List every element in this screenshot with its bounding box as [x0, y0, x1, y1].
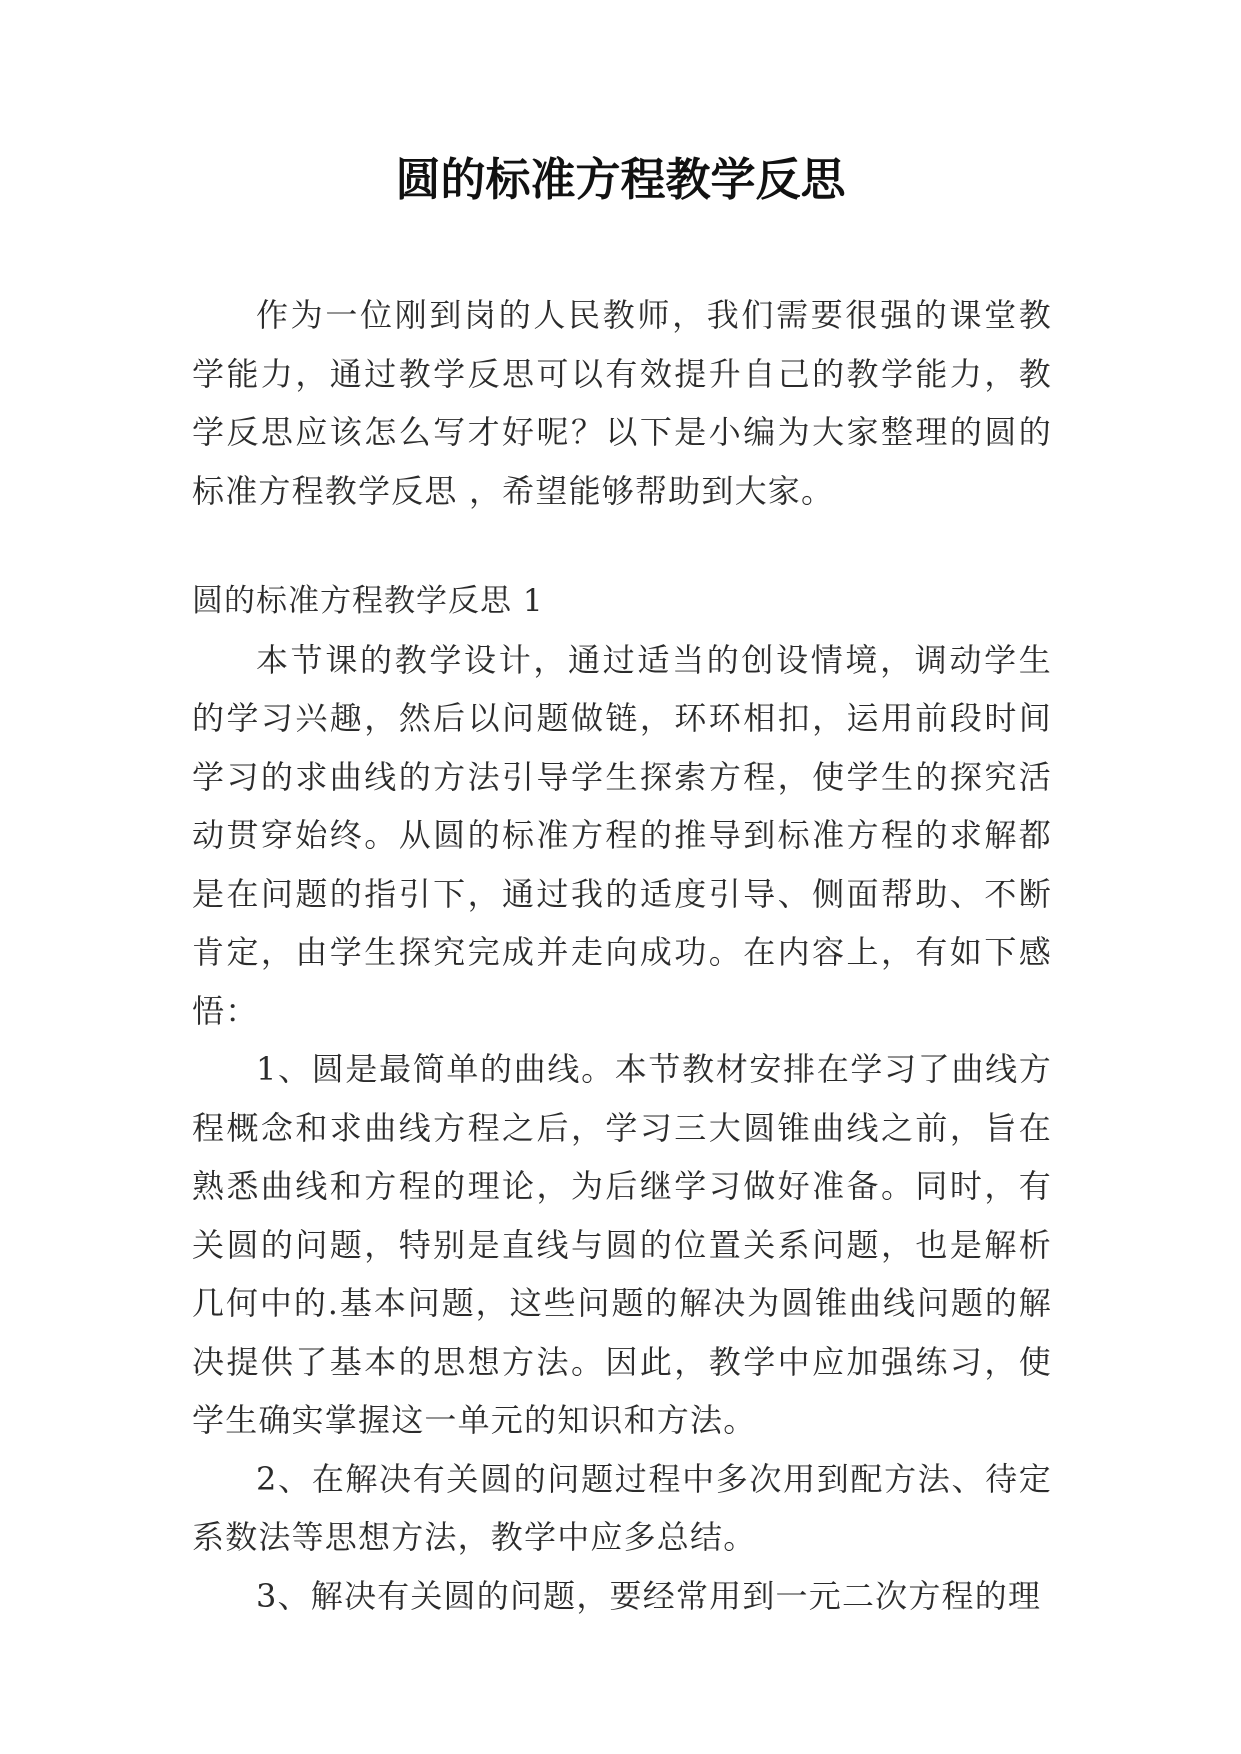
document-body [192, 286, 1052, 1625]
body-paragraph-2: 1、圆是最简单的曲线。本节教材安排在学习了曲线方程概念和求曲线方程之后，学习三大圆锥曲线之前，旨在熟悉曲线和方程的理论，为后继学习做好准备。同时，有关圆的问题，特别是直线与圆的位置关系问题，也是解析几何中的.基本问题，这些问题的解决为圆锥曲线问题的解决提供了基本的思想方法。因此，教学中应加强练习，使学生确实掌握这一单元的知识和方法。 [192, 1050, 1052, 1439]
intro-paragraph: 作为一位刚到岗的人民教师，我们需要很强的课堂教学能力，通过教学反思可以有效提升自己的教学能力，教学反思应该怎么写才好呢？以下是小编为大家整理的圆的标准方程教学反思 ，希望能够帮助到大家。 [192, 296, 1052, 510]
section-heading: 圆的标准方程教学反思 1 [192, 583, 544, 619]
body-paragraph-4: 3、解决有关圆的问题，要经常用到一元二次方程的理 [256, 1576, 1042, 1615]
body-paragraph-1: 本节课的教学设计，通过适当的创设情境，调动学生的学习兴趣，然后以问题做链，环环相扣，运用前段时间学习的求曲线的方法引导学生探索方程，使学生的探究活动贯穿始终。从圆的标准方程的推导到标准方程的求解都是在问题的指引下，通过我的适度引导、侧面帮助、不断肯定，由学生探究完成并走向成功。在内容上，有如下感悟： [192, 640, 1052, 1030]
document-title: 圆的标准方程教学反思 [395, 153, 846, 206]
body-paragraph-3: 2、在解决有关圆的问题过程中多次用到配方法、待定系数法等思想方法，教学中应多总结。 [192, 1459, 1052, 1556]
